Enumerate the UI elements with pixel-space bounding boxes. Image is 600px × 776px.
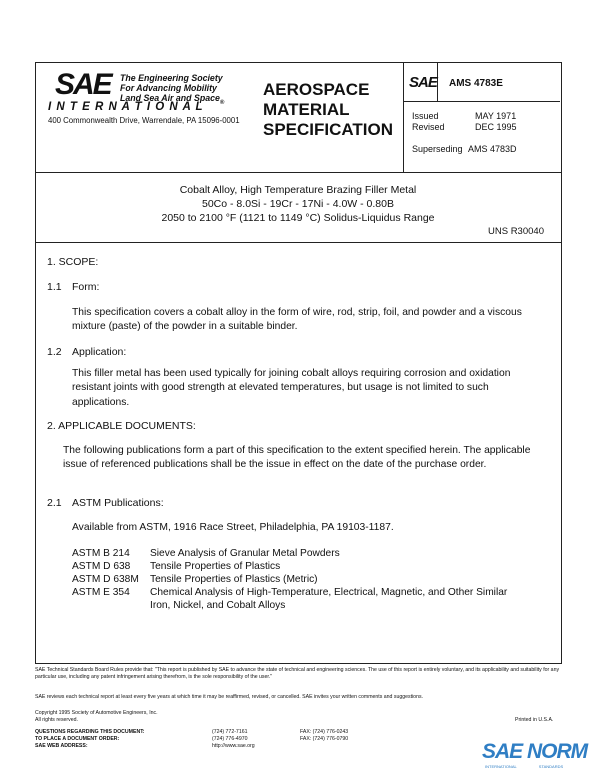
web-address-label: SAE WEB ADDRESS: bbox=[35, 743, 88, 749]
composition-line: 50Co - 8.0Si - 19Cr - 17Ni - 4.0W - 0.80B bbox=[202, 198, 394, 210]
order-phone: (724) 776-4970 bbox=[212, 736, 248, 742]
section-1-2-number: 1.2 bbox=[47, 346, 62, 358]
range-line: 2050 to 2100 °F (1121 to 1149 °C) Solidus-Liquidus Range bbox=[161, 212, 435, 224]
review-notice: SAE reviews each technical report at least every five years at which time it may be reaffirmed, revised, or cancelled. SAE invites your written comments and suggestions. bbox=[35, 694, 423, 700]
superseding-label: Superseding bbox=[412, 144, 463, 154]
section-1-1-number: 1.1 bbox=[47, 281, 62, 293]
document-code: ASTM E 354 bbox=[72, 587, 130, 598]
spec-title-line: SPECIFICATION bbox=[263, 120, 394, 139]
document-code: ASTM B 214 bbox=[72, 548, 130, 559]
society-line: The Engineering Society bbox=[120, 73, 223, 83]
section-2-1-heading: ASTM Publications: bbox=[72, 497, 164, 509]
technical-standards-notice: SAE Technical Standards Board Rules provide that: "This report is published by SAE to advance the state of technical and engineering sciences. The use of this report is entirely voluntary, and its applicability and suitability for any particular use, including any patent infringement arising therefrom, is the sole responsibility of the user." bbox=[35, 667, 560, 680]
document-title: Sieve Analysis of Granular Metal Powders bbox=[150, 548, 340, 559]
section-1-1-text: This specification covers a cobalt alloy in the form of wire, rod, strip, foil, and powder and a viscous mixture (paste) of the powder in a suitable binder. bbox=[72, 307, 522, 333]
issued-date: MAY 1971 bbox=[475, 111, 517, 121]
rights-reserved: All rights reserved. bbox=[35, 717, 78, 723]
questions-label: QUESTIONS REGARDING THIS DOCUMENT: bbox=[35, 729, 145, 735]
section-2-heading: 2. APPLICABLE DOCUMENTS: bbox=[47, 420, 196, 432]
spec-title bbox=[263, 80, 393, 140]
revised-label: Revised bbox=[412, 122, 445, 132]
society-line: Land Sea Air and Space$_®$ bbox=[120, 93, 225, 106]
document-title: Tensile Properties of Plastics bbox=[150, 561, 281, 572]
questions-phone: (724) 772-7161 bbox=[212, 729, 248, 735]
international-label: I N T E R N A T I O N A L bbox=[48, 101, 204, 113]
material-title bbox=[35, 183, 561, 225]
superseding-value: AMS 4783D bbox=[468, 144, 517, 154]
section-1-1-heading: Form: bbox=[72, 281, 100, 293]
document-code: ASTM D 638M bbox=[72, 574, 139, 585]
revised-date: DEC 1995 bbox=[475, 122, 517, 132]
title-divider bbox=[35, 242, 561, 243]
spec-title-line: AEROSPACE bbox=[263, 80, 370, 99]
header-vertical-divider bbox=[403, 62, 404, 172]
spec-title-line: MATERIAL bbox=[263, 100, 350, 119]
ams-box-divider bbox=[403, 101, 560, 102]
questions-fax: FAX: (724) 776-0243 bbox=[300, 729, 349, 735]
material-title-line: Cobalt Alloy, High Temperature Brazing Filler Metal bbox=[179, 184, 417, 196]
copyright: Copyright 1995 Society of Automotive Engineers, Inc. bbox=[35, 710, 158, 716]
section-1-2-text: This filler metal has been used typically for joining cobalt alloys requiring corrosion and oxidation resistant joints with good strength at elevated temperatures, but usage is not limited to such applications. bbox=[72, 368, 511, 408]
document-row bbox=[72, 560, 280, 573]
address: 400 Commonwealth Drive, Warrendale, PA 15096-0001 bbox=[48, 116, 240, 125]
sae-norm-watermark: SAE NORM bbox=[482, 740, 588, 763]
printed-in: Printed in U.S.A. bbox=[515, 717, 554, 723]
issued-label: Issued bbox=[412, 111, 439, 121]
document-row bbox=[72, 573, 318, 586]
document-code: ASTM D 638 bbox=[72, 561, 131, 572]
document-title-continuation: Iron, Nickel, and Cobalt Alloys bbox=[150, 600, 286, 611]
section-1-heading: 1. SCOPE: bbox=[47, 256, 99, 268]
ams-number: AMS 4783E bbox=[449, 78, 503, 89]
section-2-text: The following publications form a part of this specification to the extent specified herein. The applicable issue of referenced publications shall be the issue in effect on the date of the purchase order. bbox=[63, 445, 531, 471]
document-row bbox=[72, 547, 340, 560]
document-row bbox=[72, 586, 507, 599]
astm-availability: Available from ASTM, 1916 Race Street, Philadelphia, PA 19103-1187. bbox=[72, 522, 394, 533]
header-divider bbox=[35, 172, 561, 173]
sae-logo: SAE bbox=[55, 68, 111, 101]
order-label: TO PLACE A DOCUMENT ORDER: bbox=[35, 736, 120, 742]
document-title: Tensile Properties of Plastics (Metric) bbox=[150, 574, 318, 585]
uns-number: UNS R30040 bbox=[488, 226, 544, 237]
watermark-subtitle: INTERNATIONAL STANDARDS bbox=[485, 764, 564, 769]
web-address-link[interactable]: http://www.sae.org bbox=[212, 743, 255, 749]
section-1-2-heading: Application: bbox=[72, 346, 127, 358]
sae-small-logo: SAE bbox=[409, 74, 437, 91]
society-line: For Advancing Mobility bbox=[120, 83, 217, 93]
document-title: Chemical Analysis of High-Temperature, Electrical, Magnetic, and Other Similar bbox=[150, 587, 508, 598]
ams-logo-divider bbox=[437, 62, 438, 101]
order-fax: FAX: (724) 776-0790 bbox=[300, 736, 349, 742]
section-2-1-number: 2.1 bbox=[47, 497, 62, 509]
